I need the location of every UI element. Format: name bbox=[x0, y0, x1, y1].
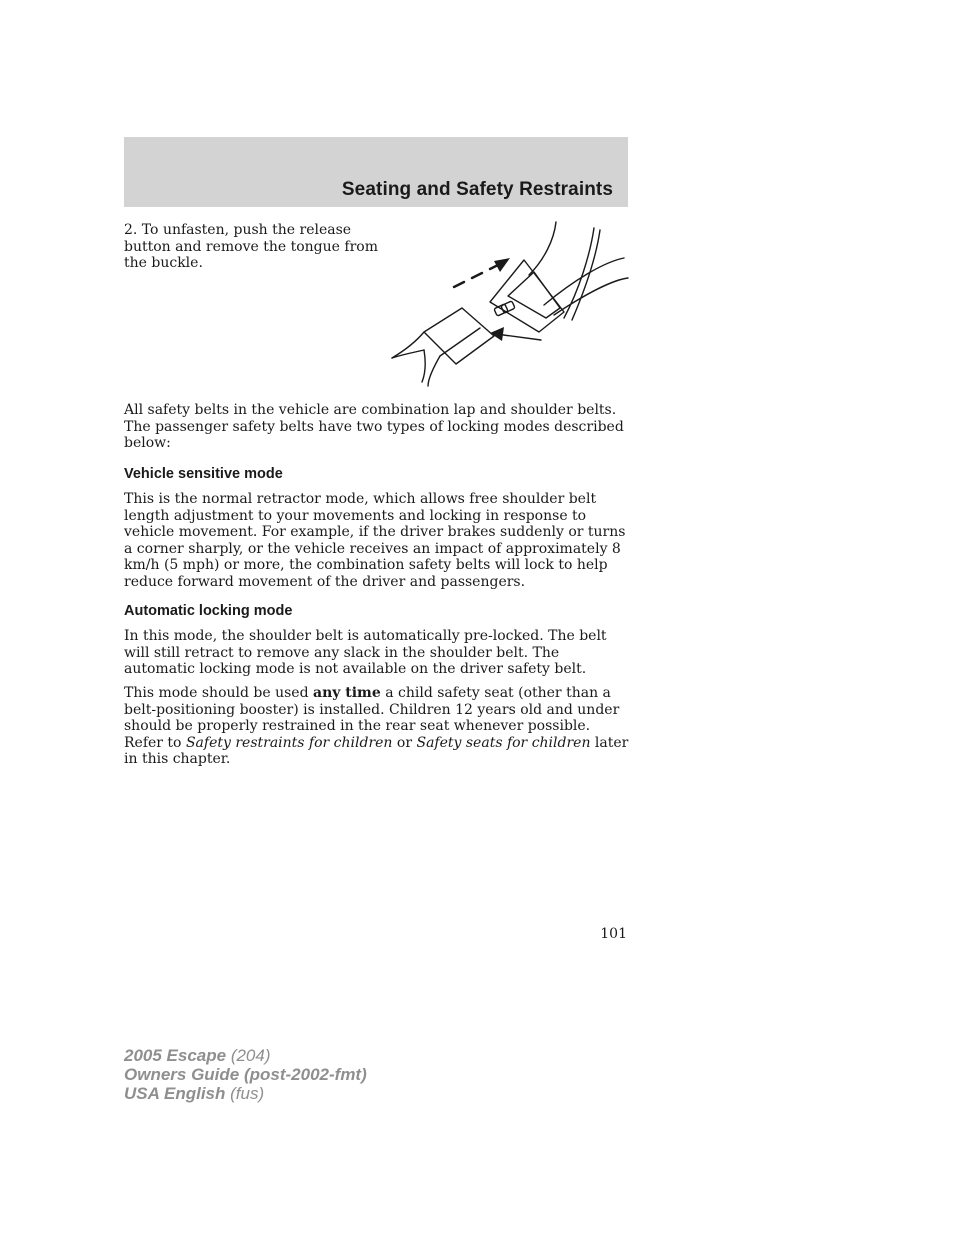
section-header-band bbox=[124, 137, 628, 207]
buckle-body bbox=[424, 308, 494, 364]
text-run: a child safety seat (other than a belt-positioning booster) is installed. Children 12 years old and under should be properly restrained in the rear seat whenever possible. Refer to bbox=[124, 685, 620, 751]
text-run: This mode should be used bbox=[124, 685, 313, 701]
footer-line-2: Owners Guide (post-2002-fmt) bbox=[124, 1065, 367, 1084]
footer-line-3 bbox=[124, 1084, 367, 1103]
cross-reference-safety-restraints: Safety restraints for children bbox=[185, 734, 393, 751]
pull-arrowhead bbox=[494, 258, 510, 272]
push-arrowhead bbox=[490, 327, 504, 341]
automatic-locking-paragraph-1: In this mode, the shoulder belt is automatically pre-locked. The belt will still retract to remove any slack in the shoulder belt. The automatic locking mode is not available on the driver safety belt. bbox=[124, 628, 607, 677]
intro-paragraph: All safety belts in the vehicle are combination lap and shoulder belts. The passenger safety belts have two types of locking modes described below: bbox=[124, 402, 624, 451]
emphasis-any-time: any time bbox=[313, 685, 381, 701]
latch-plate bbox=[490, 260, 564, 332]
footer-model-code: (204) bbox=[226, 1046, 271, 1065]
page-number: 101 bbox=[600, 926, 627, 942]
vehicle-sensitive-paragraph: This is the normal retractor mode, which allows free shoulder belt length adjustment to your movements and locking in response to vehicle movement. For example, if the driver brakes suddenly or turns a corner sharply, or the vehicle receives an impact of approximately 8 km/h (5 mph) or more, the combination safety belts will lock to help reduce forward movement of the driver and passengers. bbox=[124, 491, 626, 590]
step-2-text: 2. To unfasten, push the release button and remove the tongue from the buckle. bbox=[124, 222, 378, 271]
footer-language: USA English bbox=[124, 1084, 226, 1103]
footer-model: 2005 Escape bbox=[124, 1046, 227, 1065]
document-footer bbox=[124, 1046, 367, 1103]
footer-language-code: (fus) bbox=[225, 1084, 265, 1103]
cross-reference-safety-seats: Safety seats for children bbox=[416, 734, 591, 751]
belt-webbing-edge bbox=[529, 222, 556, 275]
seatbelt-unfasten-illustration bbox=[384, 220, 634, 395]
text-run: or bbox=[392, 734, 417, 751]
footer-line-1 bbox=[124, 1046, 367, 1065]
vehicle-sensitive-heading: Vehicle sensitive mode bbox=[124, 466, 283, 482]
automatic-locking-paragraph-2 bbox=[124, 685, 630, 768]
text-run: later in this chapter. bbox=[124, 734, 629, 767]
section-title: Seating and Safety Restraints bbox=[341, 179, 613, 200]
automatic-locking-heading: Automatic locking mode bbox=[124, 603, 293, 619]
